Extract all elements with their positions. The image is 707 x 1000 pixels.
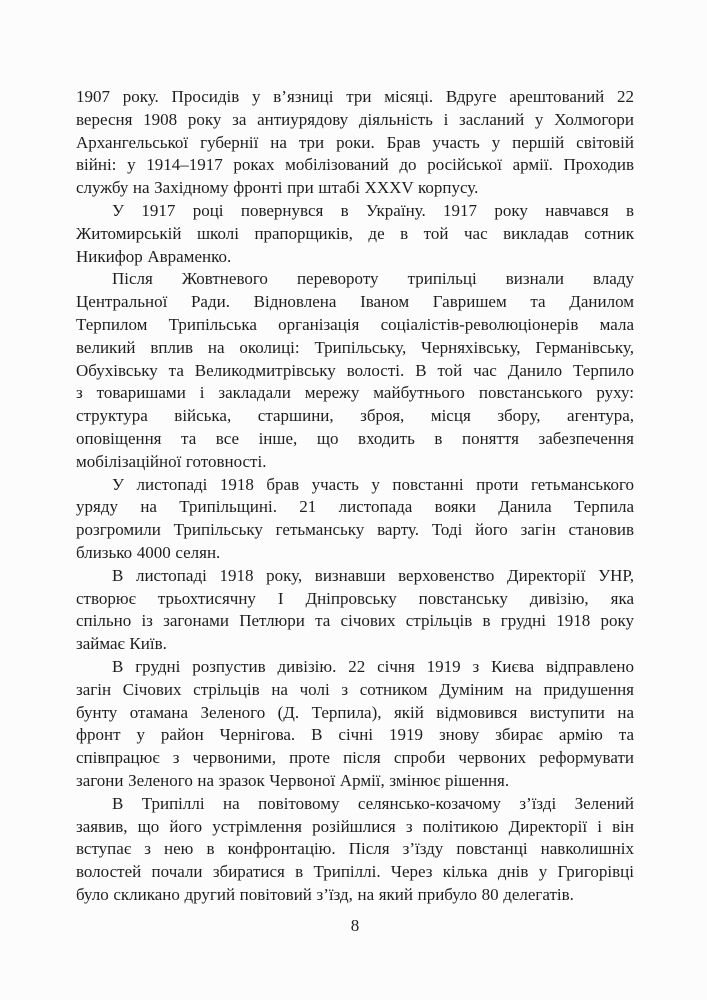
- text-line: службу на Західному фронті при штабі XXXV корпусу.: [76, 178, 479, 198]
- text-line: Житомирській школі прапорщиків, де в той час викладав сотник: [76, 223, 634, 243]
- text-line: з товаришами і закладали мережу майбутнього повстанського руху:: [76, 383, 634, 403]
- page-number: 8: [350, 916, 360, 935]
- text-line: 1907 року. Просидів у в’язниці три місяці. Вдруге арештований 22: [76, 87, 634, 106]
- text-line: загони Зеленого на зразок Червоної Армії, змінює рішення.: [76, 770, 510, 790]
- text-line: Після Жовтневого перевороту трипільці визнали владу: [112, 269, 634, 289]
- text-line: В Трипіллі на повітовому селянсько-козачому з’їзді Зелений: [112, 793, 634, 813]
- text-line: створює трьохтисячну І Дніпровську повстанську дивізію, яка: [76, 588, 634, 608]
- text-line: заявив, що його устрімлення розійшлися з політикою Директорії і він: [76, 816, 634, 836]
- paragraph: [76, 565, 634, 656]
- text-line: близько 4000 селян.: [76, 542, 221, 562]
- text-line: У листопаді 1918 брав участь у повстанні проти гетьманського: [112, 474, 634, 494]
- text-line: мобілізаційної готовності.: [76, 451, 267, 471]
- text-line: Обухівську та Великодмитрівську волості. В той час Данило Терпило: [76, 360, 634, 380]
- text-line: війні: у 1914–1917 роках мобілізований до російської армії. Проходив: [76, 155, 634, 175]
- text-body: [76, 86, 634, 907]
- text-line: В листопаді 1918 року, визнавши верховенство Директорії УНР,: [112, 565, 634, 585]
- text-line: уряду на Трипільщині. 21 листопада вояки Данила Терпила: [76, 497, 634, 517]
- text-line: вступає з нею в конфронтацію. Після з’їзду повстанці навколишніх: [76, 839, 634, 859]
- paragraph: [76, 793, 634, 907]
- text-line: Центральної Ради. Відновлена Іваном Гавришем та Данилом: [76, 292, 634, 312]
- text-line: бунту отамана Зеленого (Д. Терпила), якій відмовився виступити на: [76, 702, 634, 722]
- text-line: У 1917 році повернувся в Україну. 1917 року навчався в: [112, 200, 634, 220]
- text-line: спільно із загонами Петлюри та січових стрільців в грудні 1918 року: [76, 611, 634, 631]
- text-line: фронт у район Чернігова. В січні 1919 знову збирає армію та: [76, 725, 634, 745]
- text-line: структура війська, старшини, зброя, місця збору, агентура,: [76, 406, 634, 426]
- text-line: вересня 1908 року за антиурядову діяльність і засланий у Холмогори: [76, 109, 634, 129]
- paragraph: [76, 656, 634, 793]
- text-line: Терпилом Трипільська організація соціалістів-революціонерів мала: [76, 314, 634, 334]
- paragraph: [76, 268, 634, 473]
- text-line: займає Київ.: [76, 634, 167, 654]
- paragraph: [76, 86, 634, 200]
- text-line: великий вплив на околиці: Трипільську, Черняхівську, Германівську,: [76, 337, 634, 357]
- text-line: було скликано другий повітовий з’їзд, на який прибуло 80 делегатів.: [76, 884, 574, 904]
- paragraph: [76, 474, 634, 565]
- text-line: оповіщення та все інше, що входить в поняття забезпечення: [76, 428, 634, 448]
- text-line: Архангельської губернії на три роки. Брав участь у першій світовій: [76, 132, 634, 152]
- paragraph: [76, 200, 634, 268]
- text-line: В грудні розпустив дивізію. 22 січня 1919 з Києва відправлено: [112, 656, 634, 676]
- text-line: волостей почали збиратися в Трипіллі. Через кілька днів у Григорівці: [76, 862, 634, 882]
- text-line: Никифор Авраменко.: [76, 246, 232, 266]
- text-line: розгромили Трипільську гетьманську варту. Тоді його загін становив: [76, 520, 634, 540]
- text-line: співпрацює з червоними, проте після спроби червоних реформувати: [76, 748, 634, 768]
- text-line: загін Січових стрільців на чолі з сотником Думіним на придушення: [76, 679, 634, 699]
